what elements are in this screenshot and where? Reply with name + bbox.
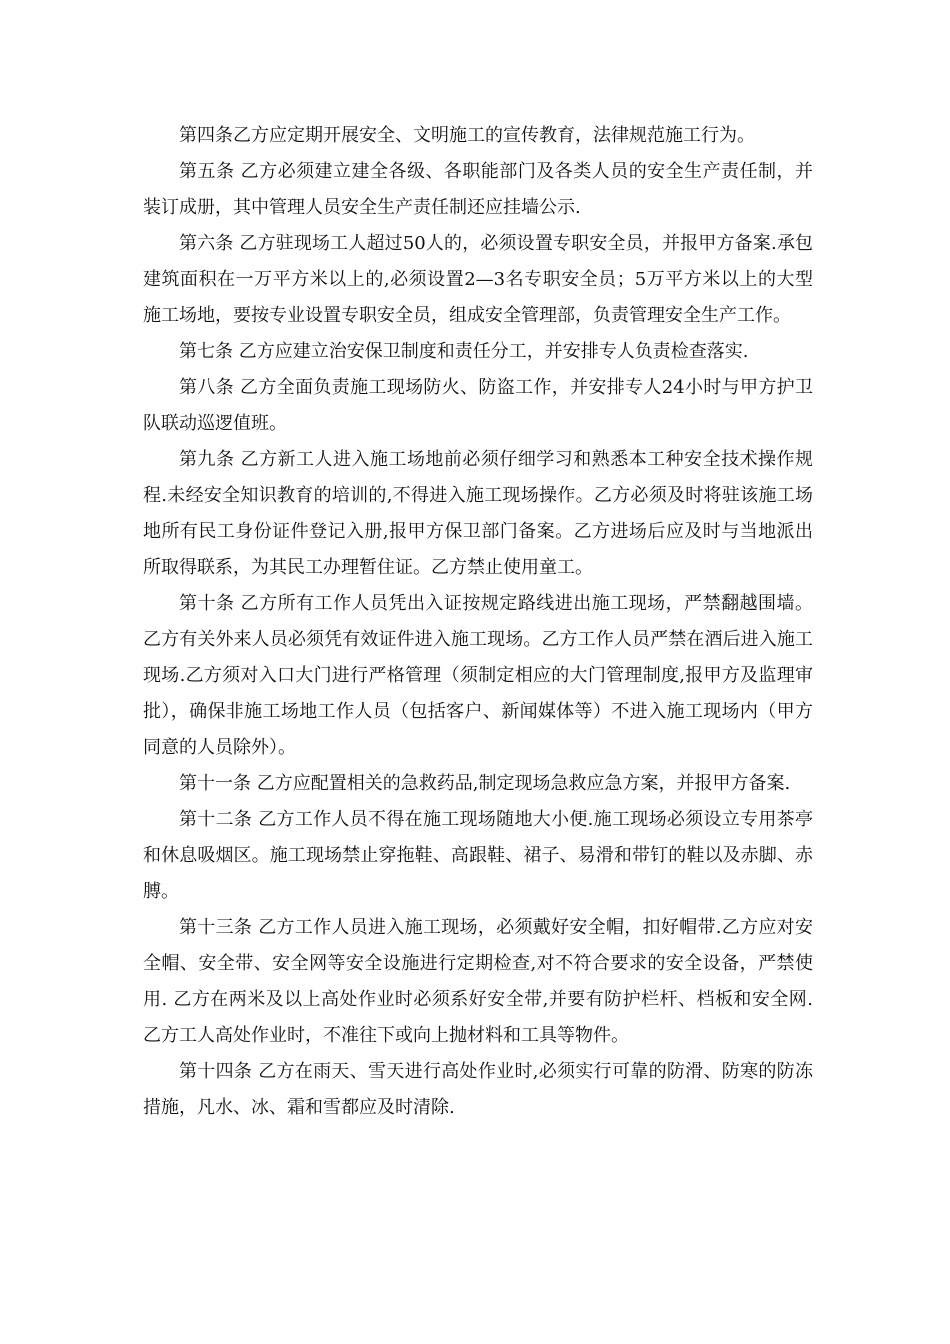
article-12-paragraph: 第十二条 乙方工作人员不得在施工现场随地大小便.施工现场必须设立专用茶亭和休息吸烟区。施工现场禁止穿拖鞋、高跟鞋、裙子、易滑和带钉的鞋以及赤脚、赤膊。 [143,809,813,902]
article-13-paragraph: 第十三条 乙方工作人员进入施工现场，必须戴好安全帽，扣好帽带.乙方应对安全帽、安全带、安全网等安全设施进行定期检查,对不符合要求的安全设备，严禁使用. 乙方在两米及以上高处作业时必须系好安全带,并要有防护栏杆、档板和安全网.乙方工人高处作业时，不准往下或向上抛材料和工具等物件。 [143,917,813,1046]
article-14-paragraph: 第十四条 乙方在雨天、雪天进行高处作业时,必须实行可靠的防滑、防寒的防冻措施，凡水、冰、霜和雪都应及时清除. [143,1061,813,1118]
article-11-paragraph: 第十一条 乙方应配置相关的急救药品,制定现场急救应急方案，并报甲方备案. [179,773,791,794]
article-9-paragraph: 第九条 乙方新工人进入施工场地前必须仔细学习和熟悉本工种安全技术操作规程.未经安全知识教育的培训的,不得进入施工现场操作。乙方必须及时将驻该施工场地所有民工身份证件登记入册,报甲方保卫部门备案。乙方进场后应及时与当地派出所取得联系，为其民工办理暂住证。乙方禁止使用童工。 [143,449,813,578]
article-10-paragraph: 第十条 乙方所有工作人员凭出入证按规定路线进出施工现场，严禁翻越围墙。乙方有关外来人员必须凭有效证件进入施工现场。乙方工作人员严禁在酒后进入施工现场.乙方须对入口大门进行严格管理（须制定相应的大门管理制度,报甲方及监理审批），确保非施工场地工作人员（包括客户、新闻媒体等）不进入施工现场内（甲方同意的人员除外）。 [143,593,813,758]
article-7-paragraph: 第七条 乙方应建立治安保卫制度和责任分工，并安排专人负责检查落实. [179,341,749,362]
article-6-paragraph: 第六条 乙方驻现场工人超过50人的，必须设置专职安全员，并报甲方备案.承包建筑面积在一万平方米以上的,必须设置2—3名专职安全员；5万平方米以上的大型施工场地，要按专业设置专职安全员，组成安全管理部，负责管理安全生产工作。 [143,233,813,326]
document-body [143,118,813,1126]
article-4-paragraph: 第四条乙方应定期开展安全、文明施工的宣传教育，法律规范施工行为。 [179,125,755,146]
article-5-paragraph: 第五条 乙方必须建立建全各级、各职能部门及各类人员的安全生产责任制，并装订成册，其中管理人员安全生产责任制还应挂墙公示. [143,161,813,218]
article-8-paragraph: 第八条 乙方全面负责施工现场防火、防盗工作，并安排专人24小时与甲方护卫队联动巡逻值班。 [143,377,813,434]
